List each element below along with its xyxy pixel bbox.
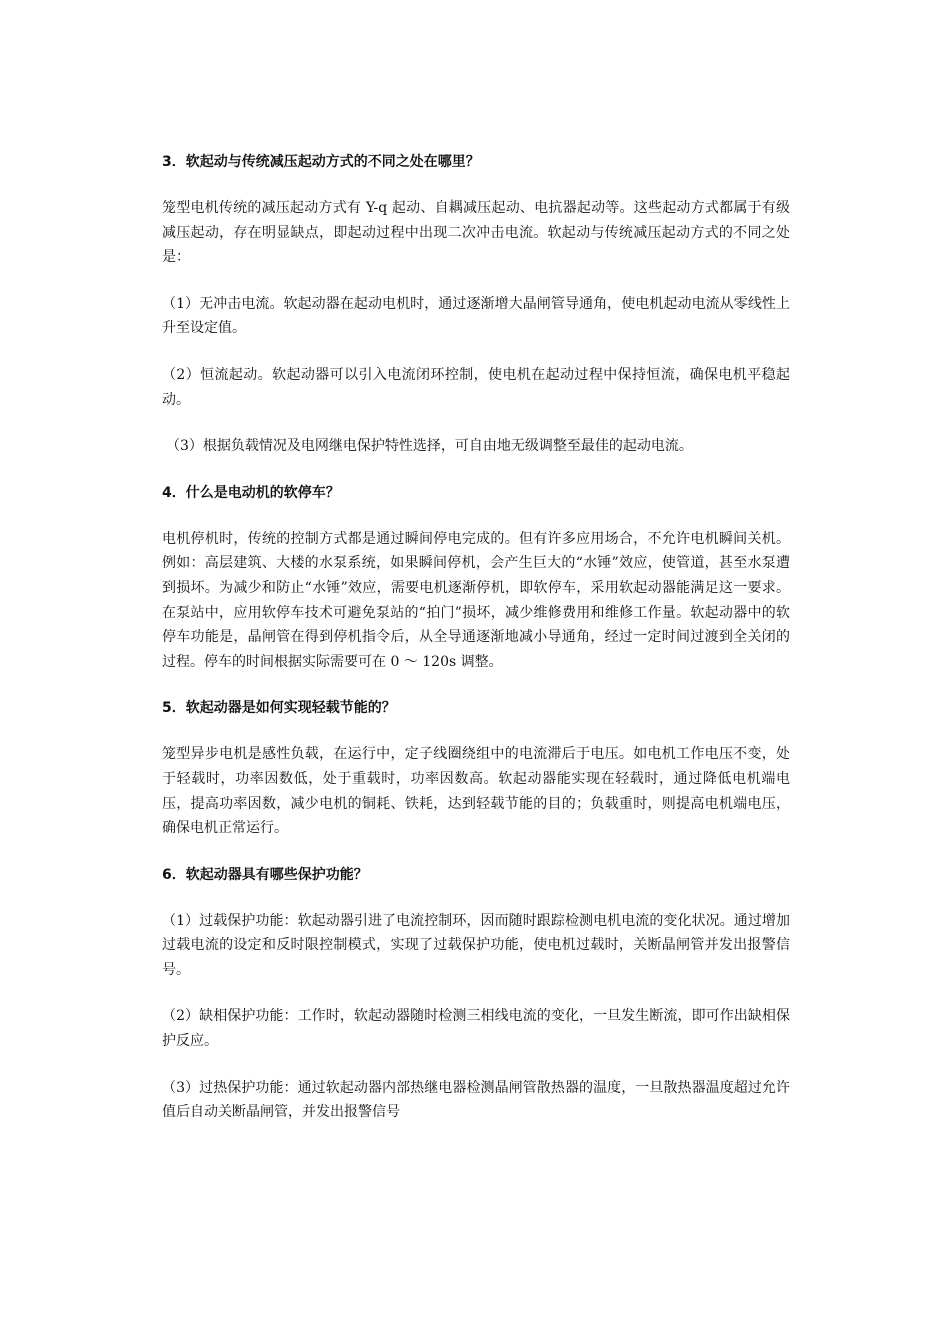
document-body [162, 150, 790, 1147]
section-heading: 6．软起动器具有哪些保护功能？ [162, 866, 368, 883]
section-heading: 3．软起动与传统减压起动方式的不同之处在哪里？ [162, 154, 480, 170]
section-5 [162, 696, 790, 840]
paragraph: （1）过载保护功能：软起动器引进了电流控制环，因而随时跟踪检测电机电流的变化状况。通过增加过载电流的设定和反时限控制模式，实现了过载保护功能，使电机过载时，关断晶闸管并发出报警信号。 [162, 912, 790, 978]
paragraph: （3）根据负载情况及电网继电保护特性选择，可自由地无级调整至最佳的起动电流。 [166, 438, 693, 455]
paragraph: 笼型异步电机是感性负载，在运行中，定子线圈绕组中的电流滞后于电压。如电机工作电压不变，处于轻载时，功率因数低，处于重载时，功率因数高。软起动器能实现在轻载时，通过降低电机端电压，提高功率因数，减少电机的铜耗、铁耗，达到轻载节能的目的；负载重时，则提高电机端电压，确保电机正常运行。 [162, 746, 790, 837]
paragraph: （3）过热保护功能：通过软起动器内部热继电器检测晶闸管散热器的温度，一旦散热器温度超过允许值后自动关断晶闸管，并发出报警信号 [162, 1079, 790, 1121]
section-4 [162, 481, 790, 675]
paragraph: 笼型电机传统的减压起动方式有 Y-q 起动、自耦减压起动、电抗器起动等。这些起动方式都属于有级减压起动，存在明显缺点，即起动过程中出现二次冲击电流。软起动与传统减压起动方式的不同之处是： [162, 200, 790, 266]
section-3 [162, 150, 790, 459]
section-6 [162, 863, 790, 1125]
paragraph: （2）缺相保护功能：工作时，软起动器随时检测三相线电流的变化，一旦发生断流，即可作出缺相保护反应。 [162, 1008, 790, 1050]
paragraph: 电机停机时，传统的控制方式都是通过瞬间停电完成的。但有许多应用场合，不允许电机瞬间关机。例如：高层建筑、大楼的水泵系统，如果瞬间停机，会产生巨大的“水锤”效应，使管道，甚至水泵遭到损坏。为减少和防止“水锤”效应，需要电机逐渐停机，即软停车，采用软起动器能满足这一要求。在泵站中，应用软停车技术可避免泵站的“拍门”损坏，减少维修费用和维修工作量。软起动器中的软停车功能是，晶闸管在得到停机指令后，从全导通逐渐地减小导通角，经过一定时间过渡到全关闭的过程。停车的时间根据实际需要可在 0 ～ 120s 调整。 [162, 530, 790, 670]
section-heading: 4．什么是电动机的软停车？ [162, 484, 340, 501]
section-heading: 5．软起动器是如何实现轻载节能的？ [162, 700, 396, 717]
paragraph: （2）恒流起动。软起动器可以引入电流闭环控制，使电机在起动过程中保持恒流，确保电机平稳起动。 [162, 366, 790, 408]
paragraph: （1）无冲击电流。软起动器在起动电机时，通过逐渐增大晶闸管导通角，使电机起动电流从零线性上升至设定值。 [162, 295, 790, 337]
